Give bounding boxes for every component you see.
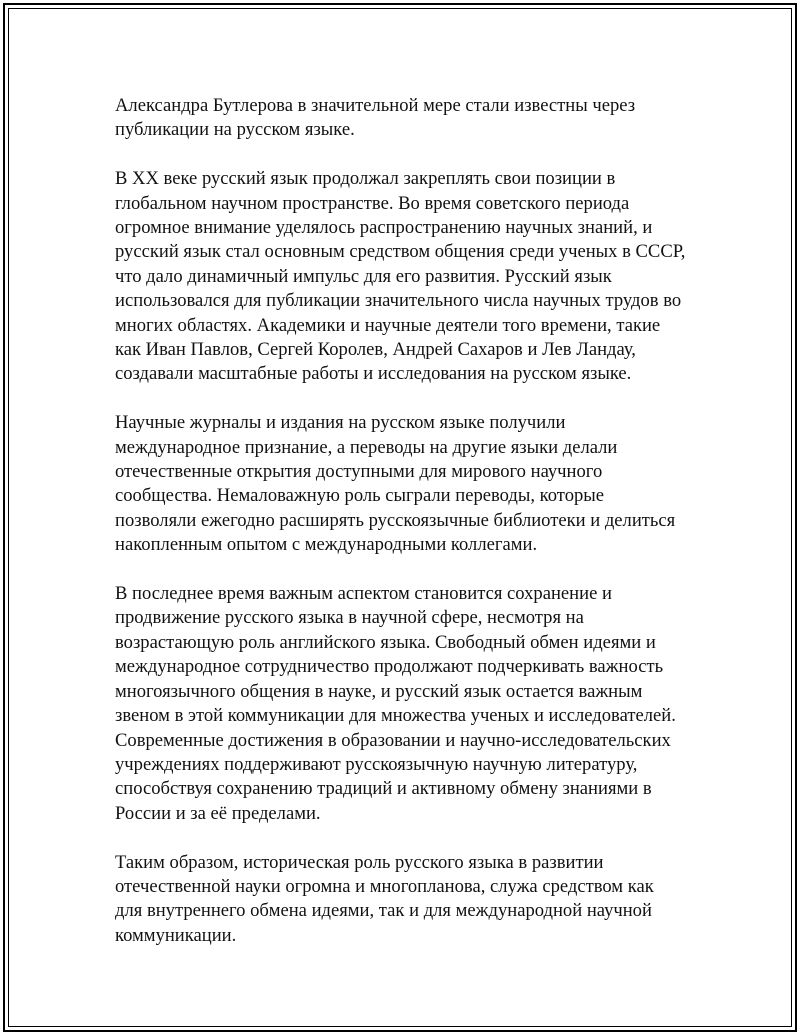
text-line: как Иван Павлов, Сергей Королев, Андрей Сахаров и Лев Ландау, <box>115 339 636 361</box>
text-line: русский язык стал основным средством общения среди ученых в СССР, <box>115 241 686 263</box>
text-line: международное сотрудничество продолжают подчеркивать важность <box>115 656 664 678</box>
text-line: глобальном научном пространстве. Во время советского периода <box>115 192 630 214</box>
text-line: позволяли ежегодно расширять русскоязычные библиотеки и делиться <box>115 509 676 531</box>
text-line: публикации на русском языке. <box>115 119 355 141</box>
paragraph-1 <box>115 94 705 143</box>
text-line: В XX веке русский язык продолжал закреплять свои позиции в <box>115 168 616 190</box>
text-line: что дало динамичный импульс для его развития. Русский язык <box>115 265 612 287</box>
text-line: России и за её пределами. <box>115 802 321 824</box>
paragraph-5 <box>115 851 705 949</box>
paragraph-4 <box>115 582 705 826</box>
document-body <box>115 94 705 973</box>
text-line: международное признание, а переводы на другие языки делали <box>115 436 618 458</box>
paragraph-2 <box>115 167 705 387</box>
text-line: отечественные открытия доступными для мирового научного <box>115 461 603 483</box>
text-line: Александра Бутлерова в значительной мере стали известны через <box>115 95 636 116</box>
text-line: многих областях. Академики и научные деятели того времени, такие <box>115 314 661 336</box>
text-line: звеном в этой коммуникации для множества ученых и исследователей. <box>115 705 676 727</box>
text-line: Таким образом, историческая роль русского языка в развитии <box>115 851 604 873</box>
text-line: В последнее время важным аспектом становится сохранение и <box>115 583 612 605</box>
text-line: накопленным опытом с международными коллегами. <box>115 534 538 556</box>
text-line: учреждениях поддерживают русскоязычную научную литературу, <box>115 753 638 775</box>
text-line: Научные журналы и издания на русском языке получили <box>115 412 566 434</box>
text-line: создавали масштабные работы и исследования на русском языке. <box>115 363 632 385</box>
text-line: использовался для публикации значительного числа научных трудов во <box>115 290 682 312</box>
text-line: сообщества. Немаловажную роль сыграли переводы, которые <box>115 485 605 507</box>
text-line: отечественной науки огромна и многопланова, служа средством как <box>115 875 654 897</box>
text-line: огромное внимание уделялось распространению научных знаний, и <box>115 217 653 239</box>
text-line: для внутреннего обмена идеями, так и для международной научной <box>115 900 652 922</box>
text-line: возрастающую роль английского языка. Свободный обмен идеями и <box>115 631 656 653</box>
text-line: коммуникации. <box>115 924 237 946</box>
paragraph-3 <box>115 411 705 557</box>
text-line: многоязычного общения в науке, и русский язык остается важным <box>115 680 643 702</box>
text-line: продвижение русского языка в научной сфере, несмотря на <box>115 607 584 629</box>
text-line: способствуя сохранению традиций и активному обмену знаниями в <box>115 778 652 800</box>
text-line: Современные достижения в образовании и научно-исследовательских <box>115 729 671 751</box>
